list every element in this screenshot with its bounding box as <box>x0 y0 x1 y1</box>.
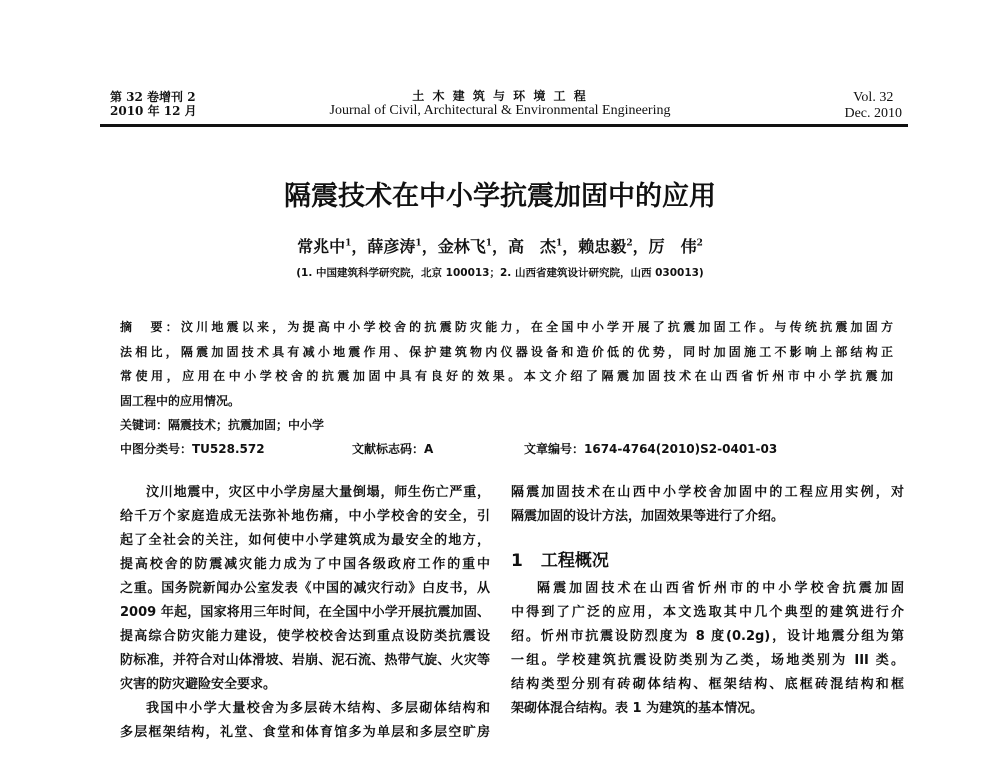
body-line: 给千万个家庭造成无法弥补地伤痛，中小学校舍的安全，引 <box>120 509 490 524</box>
journal-name <box>250 89 750 119</box>
section-heading <box>511 546 627 571</box>
affiliations: (1. 中国建筑科学研究院，北京 100013；2. 山西省建筑设计研究院，山西 030013) <box>296 267 704 279</box>
date-en-text: Dec. 2010 <box>844 106 902 121</box>
section-number: 1 <box>511 551 523 571</box>
author-list <box>0 234 1000 257</box>
volume-text: 第 32 卷增刊 2 <box>110 90 196 104</box>
document-code: 文献标志码：A <box>352 442 434 456</box>
author-affiliation-mark: 1 <box>556 238 563 249</box>
author: 赖忠毅$^2$， <box>578 237 649 256</box>
abstract-line: 固工程中的应用情况。 <box>120 394 241 408</box>
body-line: 汶川地震中，灾区中小学房屋大量倒塌，师生伤亡严重， <box>146 485 490 500</box>
author-affiliation-mark: 2 <box>626 238 633 249</box>
body-line: 提高校舍的防震减灾能力成为了中国各级政府工作的重中 <box>120 557 490 572</box>
journal-name-en: Journal of Civil, Architectural & Environmental Engineering <box>329 103 671 118</box>
author: 金林飞$^1$， <box>437 237 508 256</box>
author-affiliation-mark: 1 <box>485 238 492 249</box>
abstract-line: 法相比，隔震加固技术具有减小地震作用、保护建筑物内仪器设备和造价低的优势，同时加固施工不影响上部结构正 <box>120 345 893 359</box>
author-name: 薛彦涛 <box>367 237 416 256</box>
body-line: 提高综合防灾能力建设，使学校校舍达到重点设防类抗震设 <box>120 629 490 644</box>
author-name: 高 杰 <box>508 237 557 256</box>
date-text: 2010 年 12 月 <box>110 104 197 118</box>
author-name: 赖忠毅 <box>578 237 627 256</box>
author: 高 杰$^1$， <box>508 237 579 256</box>
author-name: 常兆中 <box>297 237 346 256</box>
abstract-line: 摘 要：汶川地震以来，为提高中小学校舍的抗震防灾能力，在全国中小学开展了抗震加固工作。与传统抗震加固方 <box>120 320 893 334</box>
keywords: 关键词：隔震技术；抗震加固；中小学 <box>120 418 325 432</box>
body-line: 绍。忻州市抗震设防烈度为 8 度(0.2g)，设计地震分组为第 <box>511 629 904 644</box>
volume-issue <box>110 90 197 118</box>
header-rule <box>100 124 908 127</box>
body-line: 我国中小学大量校舍为多层砖木结构、多层砌体结构和 <box>146 701 490 716</box>
abstract-line: 常使用，应用在中小学校舍的抗震加固中具有良好的效果。本文介绍了隔震加固技术在山西省忻州市中小学抗震加 <box>120 369 893 383</box>
body-line: 防标准，并符合对山体滑坡、岩崩、泥石流、热带气旋、火灾等 <box>120 653 490 668</box>
volume-en <box>844 90 902 122</box>
body-line: 灾害的防灾避险安全要求。 <box>120 677 277 692</box>
author-name: 金林飞 <box>437 237 486 256</box>
section-title: 工程概况 <box>540 551 609 571</box>
author-affiliation-mark: 1 <box>415 238 422 249</box>
body-line: 隔震加固技术在山西省忻州市的中小学校舍抗震加固 <box>537 581 904 596</box>
author: 常兆中$^1$， <box>297 237 368 256</box>
body-line: 起了全社会的关注，如何使中小学建筑成为最安全的地方， <box>120 533 490 548</box>
author-name: 厉 伟 <box>648 237 697 256</box>
author-affiliation-mark: 1 <box>345 238 352 249</box>
body-line: 2009 年起，国家将用三年时间，在全国中小学开展抗震加固、 <box>120 605 490 620</box>
body-line: 之重。国务院新闻办公室发表《中国的减灾行动》白皮书，从 <box>120 581 490 596</box>
author: 薛彦涛$^1$， <box>367 237 438 256</box>
body-line: 一组。学校建筑抗震设防类别为乙类，场地类别为 III 类。 <box>511 653 904 668</box>
paper-title: 隔震技术在中小学抗震加固中的应用 <box>284 181 716 212</box>
article-number: 文章编号：1674-4764(2010)S2-0401-03 <box>524 442 778 456</box>
body-line: 多层框架结构，礼堂、食堂和体育馆多为单层和多层空旷房 <box>120 725 490 740</box>
author <box>649 237 703 256</box>
clc-number: 中图分类号：TU528.572 <box>120 442 265 456</box>
author-affiliation-mark: 2 <box>696 238 703 249</box>
body-line: 隔震加固技术在山西中小学校舍加固中的工程应用实例，对 <box>511 485 904 500</box>
body-line: 结构类型分别有砖砌体结构、框架结构、底框砖混结构和框 <box>511 677 904 692</box>
body-line: 中得到了广泛的应用，本文选取其中几个典型的建筑进行介 <box>511 605 904 620</box>
volume-en-text: Vol. 32 <box>853 90 894 105</box>
body-line: 架砌体混合结构。表 1 为建筑的基本情况。 <box>511 701 764 716</box>
body-line: 隔震加固的设计方法，加固效果等进行了介绍。 <box>511 509 785 524</box>
journal-name-cn: 土 木 建 筑 与 环 境 工 程 <box>412 89 588 103</box>
